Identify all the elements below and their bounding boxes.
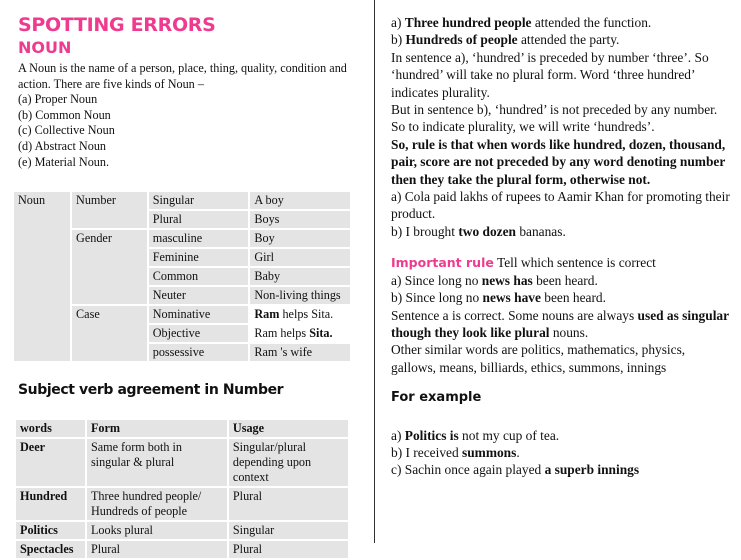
sentence-text: b) Since long no [391, 290, 483, 306]
left-column [18, 14, 368, 170]
right-column [391, 14, 731, 479]
table-cell: Singular [229, 522, 348, 539]
sentence-text: been heard. [540, 290, 606, 306]
list-item: (c) Collective Noun [18, 123, 115, 138]
sentence-text: b) I brought [391, 223, 459, 239]
sentence-text: attended the party. [517, 32, 620, 48]
bold-word: Ram [254, 307, 280, 321]
bold-phrase: summons [462, 444, 517, 460]
explanation-paragraph: Other similar words are politics, mathematics, physics, gallows, means, billiards, ethics, summons, innings [391, 342, 686, 375]
table-cell: Feminine [149, 249, 249, 266]
example-sentence [391, 272, 731, 289]
example-sentence: a) Three hundred people attended the function. [391, 15, 652, 30]
table-row [16, 488, 348, 520]
table-cell: Nominative [149, 306, 249, 323]
example-sentence: b) Hundreds of people attended the party. [391, 32, 620, 48]
table-cell: A boy [250, 192, 350, 209]
explanation-paragraph: In sentence a), ‘hundred’ is preceded by number ‘three’. So ‘hundred’ will take no plural form. Word ‘three hundred’ indicates plurality. [391, 49, 709, 100]
example-sentence: a) Cola paid lakhs of rupees to Aamir Khan for promoting their product. [391, 189, 730, 222]
column-header: Usage [229, 420, 348, 437]
table-cell: Girl [250, 249, 350, 266]
explanation-paragraph: But in sentence b), ‘hundred’ is not preceded by any number. So to indicate plurality, we will write ‘hundreds’. [391, 102, 718, 135]
important-rule-line [391, 254, 731, 271]
table-cell: Boys [250, 211, 350, 228]
example-sentence [391, 427, 731, 444]
table-cell [250, 306, 350, 323]
table-cell: Number [72, 192, 147, 228]
table-cell: Looks plural [87, 522, 227, 539]
bold-phrase: a superb innings [544, 462, 640, 478]
table-cell: Plural [149, 211, 249, 228]
sentence-text: not my cup of tea. [458, 427, 560, 443]
bold-phrase: two dozen [458, 223, 516, 239]
table-cell: Politics [16, 522, 85, 539]
table-cell: Case [72, 306, 147, 361]
rule-paragraph [391, 136, 731, 188]
rule-text: So, rule is that when words like hundred, dozen, thousand, pair, score are not preceded by any word denoting number then they take the plural form, otherwise not. [391, 136, 726, 187]
bold-phrase: Three hundred people [404, 15, 532, 30]
bold-word: Sita. [309, 326, 333, 340]
table-cell: Spectacles [16, 541, 85, 558]
table-cell: Plural [229, 488, 348, 520]
table-row [14, 192, 350, 209]
cell-text: Ram helps [254, 326, 310, 340]
important-rule-label: Important rule [391, 255, 494, 271]
table-cell: Singular [149, 192, 249, 209]
sentence-text: bananas. [515, 223, 566, 239]
sentence-text: Tell which sentence is correct [493, 255, 656, 271]
table-cell: Plural [87, 541, 227, 558]
section-title: NOUN [18, 38, 72, 57]
page-title: SPOTTING ERRORS [18, 14, 216, 36]
sentence-text: Sentence a is correct. Some nouns are always [391, 307, 638, 323]
table-cell: Boy [250, 230, 350, 247]
example-sentence [391, 444, 731, 461]
sentence-text: a) Since long no [391, 272, 482, 288]
for-example-heading: For example [391, 390, 482, 406]
table-cell: Common [149, 268, 249, 285]
bold-phrase: news has [481, 272, 533, 288]
example-sentence [391, 223, 731, 240]
table-cell: Three hundred people/ Hundreds of people [87, 488, 227, 520]
table-cell: Ram 's wife [250, 344, 350, 361]
agreement-heading: Subject verb agreement in Number [18, 382, 284, 398]
explanation-paragraph [391, 307, 731, 342]
list-item: (e) Material Noun. [18, 154, 110, 169]
table-cell: Singular/plural depending upon context [229, 439, 348, 486]
table-cell: Neuter [149, 287, 249, 304]
sentence-text: nouns. [549, 324, 589, 340]
example-sentence [391, 289, 731, 306]
sentence-text: attended the function. [531, 15, 652, 30]
list-item: (a) Proper Noun [18, 92, 98, 107]
table-cell [250, 325, 350, 342]
table-cell: possessive [149, 344, 249, 361]
example-sentence [391, 461, 731, 478]
intro-paragraph: A Noun is the name of a person, place, thing, quality, condition and action. There are five kinds of Noun – [18, 61, 347, 91]
kinds-list [18, 92, 368, 170]
table-cell: masculine [149, 230, 249, 247]
table-header-row [16, 420, 348, 437]
table-cell: Noun [14, 192, 70, 361]
column-divider [374, 0, 375, 543]
table-cell: Hundred [16, 488, 85, 520]
sentence-text: b) I received [391, 444, 463, 460]
noun-table [12, 190, 352, 363]
cell-text: helps Sita. [279, 307, 334, 321]
table-row [16, 439, 348, 486]
agreement-table [14, 418, 350, 560]
list-item: (d) Abstract Noun [18, 138, 107, 153]
bold-phrase: Hundreds of people [405, 32, 518, 48]
sentence-text: a) [391, 427, 405, 443]
list-item: (b) Common Noun [18, 107, 111, 122]
table-cell: Objective [149, 325, 249, 342]
bold-phrase: used as singular though they look like plural [391, 307, 729, 340]
sentence-text: c) Sachin once again played [391, 462, 545, 478]
table-cell: Deer [16, 439, 85, 486]
table-cell: Same form both in singular & plural [87, 439, 227, 486]
column-header: Form [87, 420, 227, 437]
sentence-text: . [516, 444, 520, 460]
table-cell: Baby [250, 268, 350, 285]
table-row [16, 541, 348, 558]
table-cell: Gender [72, 230, 147, 304]
table-row [16, 522, 348, 539]
bold-phrase: news have [482, 290, 541, 306]
table-cell: Non-living things [250, 287, 350, 304]
table-cell: Plural [229, 541, 348, 558]
sentence-text: been heard. [532, 272, 598, 288]
column-header: words [16, 420, 85, 437]
bold-phrase: Politics is [404, 427, 459, 443]
